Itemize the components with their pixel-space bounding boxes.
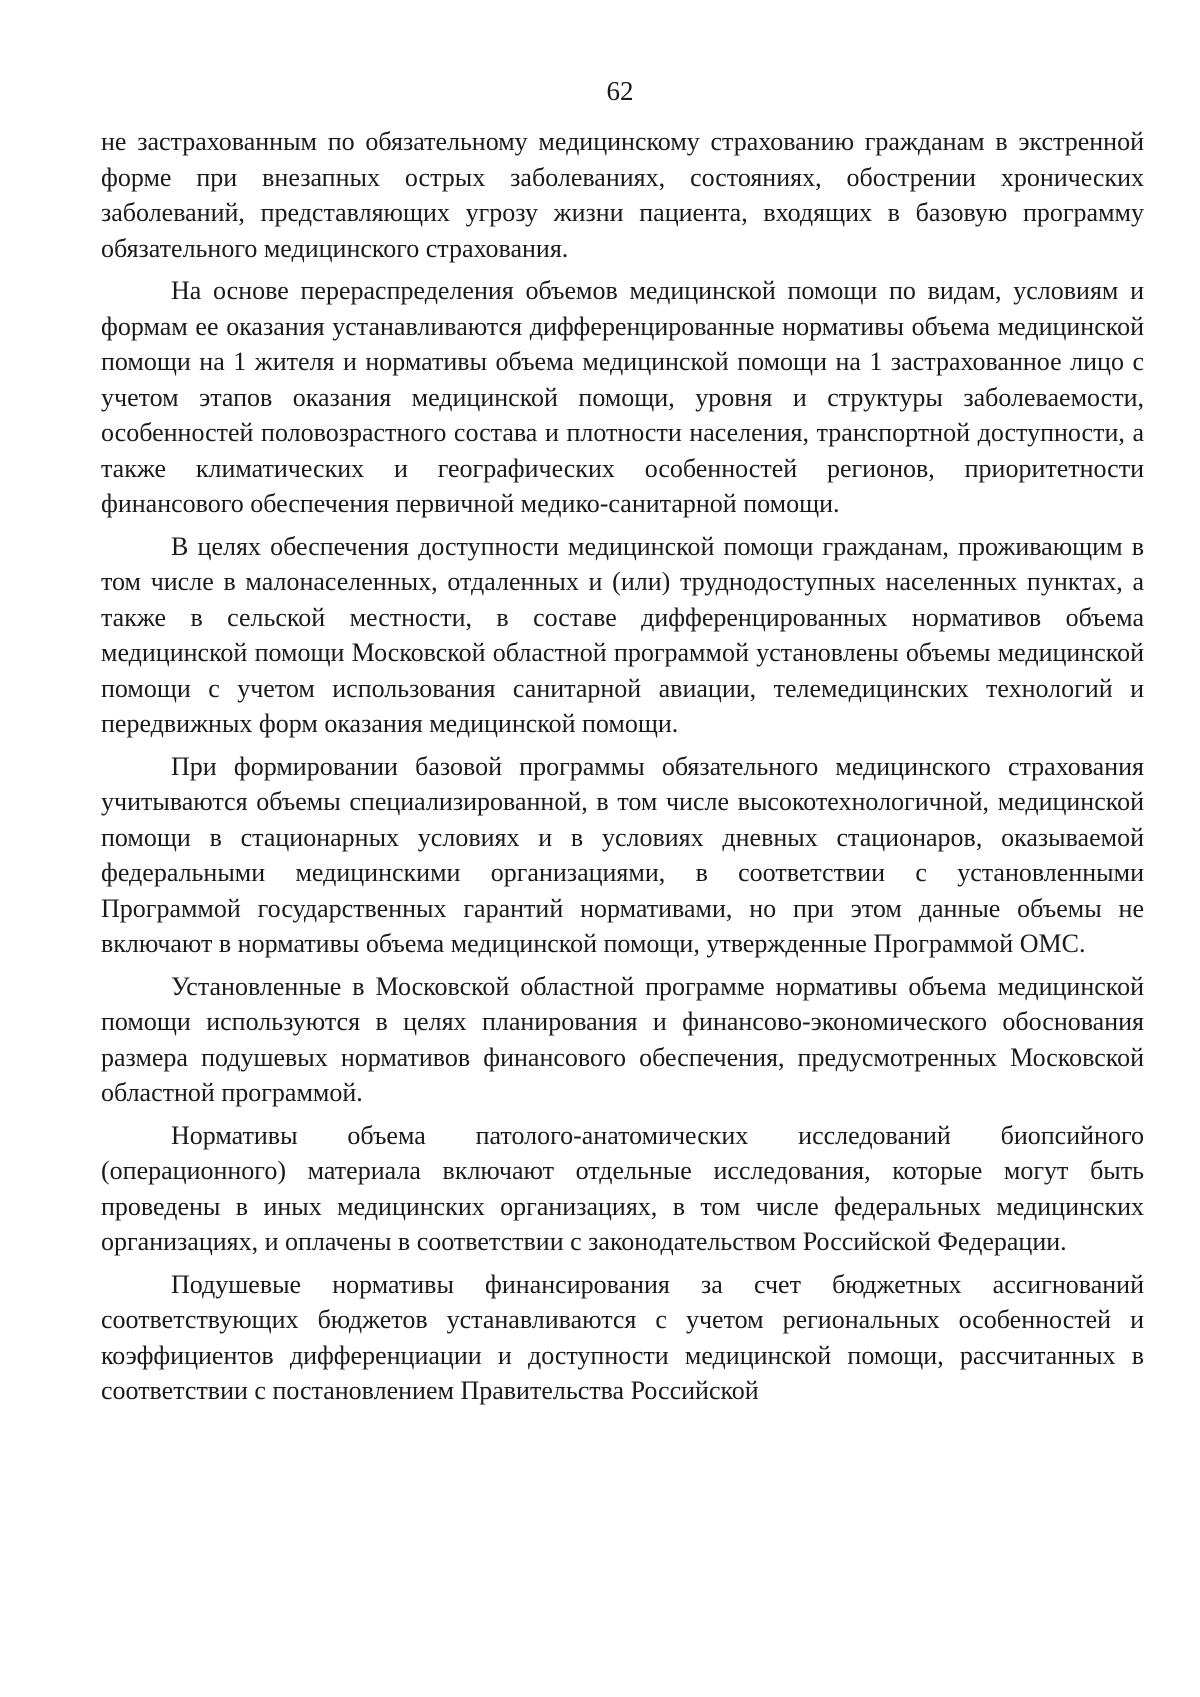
paragraph-accessibility: В целях обеспечения доступности медицинской помощи гражданам, проживающим в том числе в малонаселенных, отдаленных и (или) труднодоступных населенных пунктах, а также в сельской местности, в составе дифференцированных нормативов объема медицинской помощи Московской областной программой установлены объемы медицинской помощи с учетом использования санитарной авиации, телемедицинских технологий и передвижных форм оказания медицинской помощи. — [101, 531, 1144, 738]
paragraph-continuation: не застрахованным по обязательному медицинскому страхованию гражданам в экстренной форме при внезапных острых заболеваниях, состояниях, обострении хронических заболеваний, представляющих угрозу жизни пациента, входящих в базовую программу обязательного медицинского страхования. — [101, 127, 1144, 263]
paragraph-pathology-norms: Нормативы объема патолого-анатомических исследований биопсийного (операционного) материала включают отдельные исследования, которые могут быть проведены в иных медицинских организациях, в том числе федеральных медицинских организациях, и оплачены в соответствии с законодательством Российской Федерации. — [101, 1120, 1144, 1256]
page-number: 62 — [606, 76, 634, 106]
paragraph-differentiated-norms: На основе перераспределения объемов медицинской помощи по видам, условиям и формам ее оказания устанавливаются дифференцированные нормативы объема медицинской помощи на 1 жителя и нормативы объема медицинской помощи на 1 застрахованное лицо с учетом этапов оказания медицинской помощи, уровня и структуры заболеваемости, особенностей половозрастного состава и плотности населения, транспортной доступности, а также климатических и географических особенностей регионов, приоритетности финансового обеспечения первичной медико-санитарной помощи. — [101, 276, 1144, 518]
paragraph-basic-program: При формировании базовой программы обязательного медицинского страхования учитываются объемы специализированной, в том числе высокотехнологичной, медицинской помощи в стационарных условиях и в условиях дневных стационаров, оказываемой федеральными медицинскими организациями, в соответствии с установленными Программой государственных гарантий нормативами, но при этом данные объемы не включают в нормативы объема медицинской помощи, утвержденные Программой ОМС. — [101, 751, 1144, 958]
paragraph-per-capita-norms: Подушевые нормативы финансирования за счет бюджетных ассигнований соответствующих бюджетов устанавливаются с учетом региональных особенностей и коэффициентов дифференциации и доступности медицинской помощи, рассчитанных в соответствии с постановлением Правительства Российской — [101, 1269, 1144, 1405]
paragraph-established-norms: Установленные в Московской областной программе нормативы объема медицинской помощи используются в целях планирования и финансово-экономического обоснования размера подушевых нормативов финансового обеспечения, предусмотренных Московской областной программой. — [101, 971, 1144, 1107]
document-body — [101, 124, 1144, 1416]
